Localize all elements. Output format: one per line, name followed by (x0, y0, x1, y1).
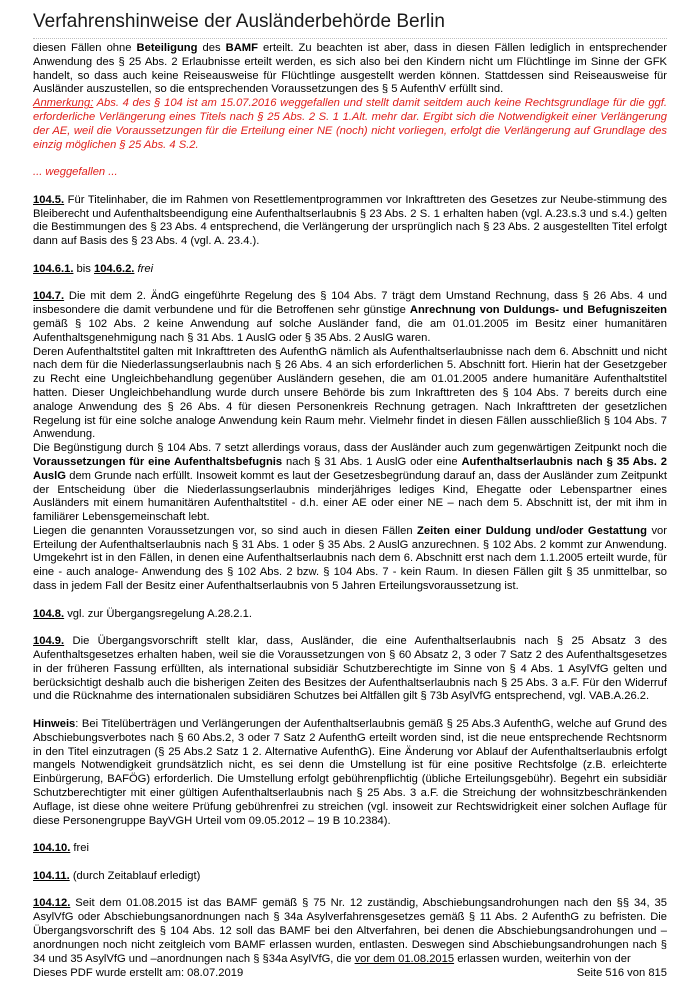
section-number: 104.6.2. (93, 262, 135, 275)
section-text: dem Grunde nach erfüllt. Insoweit kommt es laut der Gesetzesbegründung darauf an, dass der Ausländer zum Zeitpunkt der Entscheidung über die Niederlassungserlaubnis minderjähriges lediges Kind, Ehegatte oder Lebenspartner eines Ausländers mit einem humanitären Aufenthaltstitel - d.h. einer AE oder einer NE – nach dem 5. Abschnitt ist, der mit ihm in familiärer Lebensgemeinschaft lebt. (33, 469, 667, 524)
section-text: Die Begünstigung durch § 104 Abs. 7 setzt allerdings voraus, dass der Ausländer auch zum gegenwärtigen Zeitpunkt noch die (33, 442, 667, 455)
intro-bold-beteiligung: Beteiligung (136, 42, 198, 54)
intro-bold-bamf: BAMF (225, 42, 258, 54)
section-text: vgl. zur Übergangsregelung A.28.2.1. (64, 607, 252, 620)
section-text: erlassen wurden, weiterhin von der (454, 952, 631, 965)
section-104-12 (33, 897, 667, 966)
note-label: Anmerkung: (33, 97, 94, 110)
section-number: 104.9. (33, 635, 65, 648)
section-text: nach § 31 Abs. 1 AuslG oder eine (282, 455, 462, 468)
section-text: Seit dem 01.08.2015 ist das BAMF gemäß § 75 Nr. 12 zuständig, Abschiebungsandrohungen nach den §§ 34, 35 AsylVfG oder Abschiebungsanordnungen nach § 34a Asylverfahrensgesetzes gemäß § 11 Abs. 2 AufenthG zu befristen. Die Übergangsvorschrift des § 104 Abs. 12 soll das BAMF bei den Altverfahren, bei denen die Abschiebungsandrohungen und –anordnungen noch nicht zeitgleich vom BAMF erlassen wurden, entlasten. Deswegen sind Abschiebungsandrohungen nach § 34 und 35 AsylVfG und –anordnungen nach § §34a AsylVfG, die (33, 897, 667, 965)
section-text: frei (70, 842, 89, 855)
intro-text: erteilt. Zu beachten ist aber, dass in diesen Fällen lediglich in entsprechender Anwendung des § 25 Abs. 2 Erlaubnisse erteilt werden, es sich also bei den Kindern nicht um Flüchtlinge im Sinne der GFK handelt, so dass auch keine Reiseausweise für Flüchtlinge ausgestellt werden können. Stattdessen sind Reiseausweise für Ausländer auszustellen, so die entsprechenden Voraussetzungen des § 5 AufenthV erfüllt sind. (33, 42, 667, 96)
section-text: vor Erteilung der Aufenthaltserlaubnis nach § 31 Abs. 1 oder § 35 Abs. 2 AuslG anzurechnen. § 102 Abs. 2 kommt zur Anwendung. Umgekehrt ist in den Fällen, in denen eine Aufenthaltserlaubnis nach dem 6. Abschnitt erst nach dem 1.1.2005 erteilt wurde, für eine - auch analoge- Anwendung des § 102 Abs. 2 bzw. § 104 Abs. 7 - kein Raum. In diesen Fällen gilt § 35 unmittelbar, so dass in jedem Fall der Besitz einer Aufenthaltserlaubnis von 5 Jahren Erteilungsvoraussetzung ist. (33, 524, 667, 593)
note-paragraph (33, 97, 667, 152)
section-text: Liegen die genannten Voraussetzungen vor, so sind auch in diesen Fällen (33, 524, 418, 537)
intro-text: diesen Fällen ohne (33, 42, 137, 54)
hinweis-paragraph (33, 718, 667, 828)
page-footer (33, 966, 667, 980)
weggefallen-paragraph: ... weggefallen ... (33, 166, 118, 179)
section-number: 104.12. (33, 897, 71, 910)
section-104-8 (33, 608, 667, 622)
section-bold: Zeiten einer Duldung und/oder Gestattung (417, 524, 647, 537)
section-text: Die mit dem 2. ÄndG eingeführte Regelung des § 104 Abs. 7 trägt dem Umstand Rechnung, dass § 26 Abs. 4 und insbesondere die damit verbundene und für die Betroffenen sehr günstige (33, 290, 667, 317)
document-body (33, 42, 667, 966)
section-text: bis (73, 262, 94, 275)
section-number: 104.11. (33, 869, 70, 882)
document-title: Verfahrenshinweise der Ausländerbehörde Berlin (33, 11, 445, 32)
section-bold: Aufenthaltserlaubnis nach § 35 Abs. 2 AuslG (33, 455, 668, 482)
section-text: frei (137, 262, 154, 275)
section-104-7 (33, 290, 667, 345)
section-104-10 (33, 842, 667, 856)
intro-paragraph (33, 42, 667, 97)
page-number: Seite 516 von 815 (576, 967, 667, 979)
section-104-11 (33, 870, 667, 884)
section-104-7-paragraph-4 (33, 525, 667, 594)
section-text: Die Übergangsvorschrift stellt klar, dass, Ausländer, die eine Aufenthaltserlaubnis nach § 25 Absatz 3 des Aufenthaltsgesetzes erhalten haben, weil sie die Voraussetzungen von § 60 Absatz 2, 3 oder 7 Satz 2 des Aufenthaltsgesetzes in der früheren Fassung erfüllten, als international subsidiär Schutzberechtigte im Sinne von § 4 Abs. 1 AsylVfG gelten und berücksichtigt deshalb auch die bisherigen Zeiten des Besitzes der Aufenthaltserlaubnis nach § 25 Abs. 3 a.F. Für den Widerruf und die Rücknahme des internationalen subsidiären Schutzes bei Altfällen gilt § 73b AsylVfG entsprechend, vgl. VAB.A.26.2. (33, 635, 667, 703)
section-104-5 (33, 194, 667, 249)
section-104-6 (33, 263, 667, 277)
note-text: Abs. 4 des § 104 ist am 15.07.2016 weggefallen und stellt damit seitdem auch keine Rechtsgrundlage für die ggf. erforderliche Verlängerung eines Titels nach § 25 Abs. 2 S. 1 1.Alt. mehr dar. Ergibt sich die Notwendigkeit einer Verlängerung der AE, weil die Voraussetzungen für die Erteilung einer NE (noch) nicht vorliegen, erfolgt die Verlängerung auf Grundlage des einzig möglichen § 25 Abs. 4 S.2. (33, 97, 667, 151)
section-104-9 (33, 635, 667, 704)
section-104-7-paragraph-2: Deren Aufenthaltstitel galten mit Inkrafttreten des AufenthG nämlich als Aufenthaltserlaubnisse nach dem 6. Abschnitt und nicht nach dem für die Niederlassungserlaubnis nach § 26 Abs. 4 an sich erforderlichen 5. Abschnitt fort. Hierin hat der Gesetzgeber zu Recht eine Ungleichbehandlung gegenüber Ausländern gesehen, die am 01.01.2005 andere humanitäre Aufenthaltstitel hatten. Dieser Ungleichbehandlung wurde durch unsere Behörde bis zum Inkrafttreten des § 104 Abs. 7 bereits durch eine analoge Anwendung des § 26 Abs. 4 für diesen Personenkreis Rechnung getragen. Nach Inkrafttreten der gesetzlichen Regelung ist für eine solche analoge Anwendung kein Raum mehr. Vielmehr findet in diesen Fällen ausschließlich § 104 Abs. 7 Anwendung. (33, 345, 667, 441)
section-number: 104.6.1. (33, 262, 74, 275)
section-number: 104.7. (33, 290, 65, 303)
section-underlined-date: vor dem 01.08.2015 (354, 952, 455, 965)
creation-date: Dieses PDF wurde erstellt am: 08.07.2019 (33, 967, 244, 979)
section-text: (durch Zeitablauf erledigt) (69, 869, 201, 882)
hinweis-text: : Bei Titelüberträgen und Verlängerungen der Aufenthaltserlaubnis gemäß § 25 Abs.3 AufenthG, welche auf Grund des Abschiebungsverbotes nach § 60 Abs.2, 3 oder 7 Satz 2 AufenthG erteilt worden sind, ist die neue entsprechende Rechtsnorm in den Titel einzutragen (§ 25 Abs.2 Satz 1 2. Alternative AufenthG). Eine Änderung vor Ablauf der Aufenthaltserlaubnis erfolgt mangels Notwendigkeit grundsätzlich nicht, es sei denn die Umstellung ist für eine positive Rechtsfolge (z.B. erleichterte Einbürgerung, BAFÖG) erforderlich. Die Umstellung erfolgt gebührenpflichtig (übliche Erteilungsgebühr). Begehrt ein subsidiär Schutzberechtigter mit einer gültigen Aufenthaltserlaubnis nach § 25 Abs. 3 a.F. die Streichung der wohnsitzbeschränkenden Auflage, ist diese ohne weitere Prüfung gebührenfrei zu streichen (vgl. insoweit zur Rechtswidrigkeit einer solchen Auflage für diese Personengruppe BayVGH Urteil vom 09.05.2012 – 19 B 10.2384). (33, 718, 667, 827)
section-number: 104.8. (33, 607, 65, 620)
section-bold: Voraussetzungen für eine Aufenthaltsbefugnis (33, 455, 283, 468)
hinweis-label: Hinweis (33, 718, 76, 731)
document-header (33, 10, 667, 39)
section-bold: Anrechnung von Duldungs- und Befugniszeiten (409, 304, 667, 317)
intro-text: des (197, 42, 226, 54)
section-number: 104.10. (33, 842, 71, 855)
section-104-7-paragraph-3 (33, 442, 667, 525)
section-text: Für Titelinhaber, die im Rahmen von Resettlementprogrammen vor Inkrafttreten des Gesetzes zur Neube-stimmung des Bleiberecht und Aufenthaltsbeendigung eine Aufenthaltserlaubnis § 23 Abs. 2 S. 1 erhalten haben (vgl. A.23.s.3 und s.4.) gelten die Bestimmungen des § 23 Abs. 4 entsprechend, die Verlängerung der ursprünglich nach § 23 Abs. 2 ausgestellten Titel erfolgt dann auf Basis des § 23 Abs. 4 (vgl. A. 23.4.). (33, 193, 667, 248)
section-text: gemäß § 102 Abs. 2 keine Anwendung auf solche Ausländer fand, die am 01.01.2005 im Besitz einer humanitären Aufenthaltsgenehmigung nach § 31 Abs. 1 AuslG oder § 35 Abs. 2 AuslG waren. (33, 317, 667, 344)
section-number: 104.5. (33, 193, 65, 206)
